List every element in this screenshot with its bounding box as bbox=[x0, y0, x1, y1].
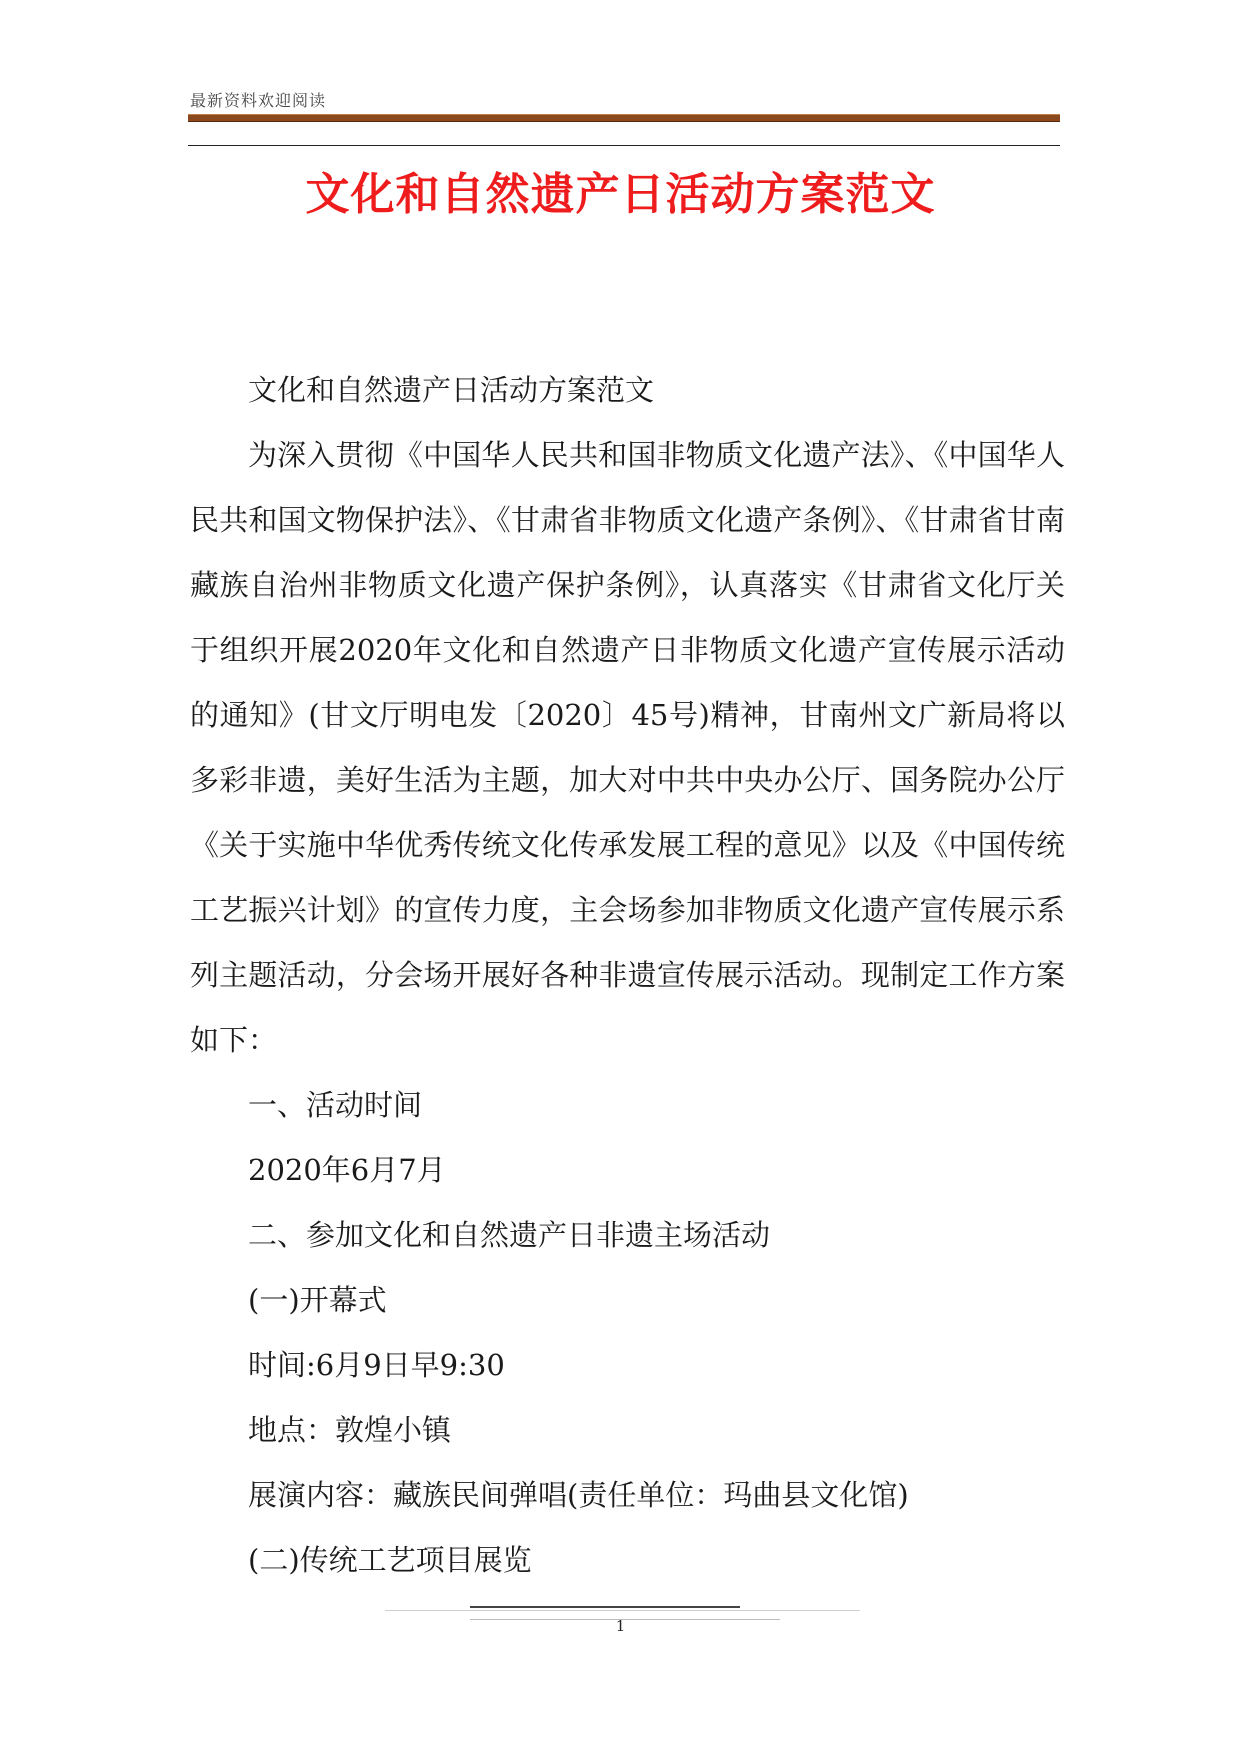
section-heading-main-event: 二、参加文化和自然遗产日非遗主场活动 bbox=[248, 1218, 771, 1252]
document-title: 文化和自然遗产日活动方案范文 bbox=[305, 169, 936, 220]
header-text: 最新资料欢迎阅读 bbox=[190, 91, 327, 110]
subheading-craft-exhibition: (二)传统工艺项目展览 bbox=[248, 1543, 532, 1577]
body-paragraph-opening-time: 时间:6月9日早9:30 bbox=[248, 1348, 505, 1382]
body-paragraph-performance: 展演内容：藏族民间弹唱(责任单位：玛曲县文化馆) bbox=[248, 1478, 909, 1512]
body-paragraph-location: 地点：敦煌小镇 bbox=[248, 1413, 452, 1447]
header-rule-thin bbox=[188, 145, 1060, 146]
body-paragraph-subtitle: 文化和自然遗产日活动方案范文 bbox=[248, 373, 655, 407]
footer-rule-dark bbox=[470, 1606, 740, 1608]
subheading-opening: (一)开幕式 bbox=[248, 1283, 387, 1317]
header-rule-thick bbox=[188, 114, 1060, 122]
body-paragraph-date: 2020年6月7月 bbox=[248, 1153, 446, 1187]
page-number: 1 bbox=[615, 1617, 626, 1635]
document-body bbox=[190, 358, 1065, 1593]
section-heading-time: 一、活动时间 bbox=[248, 1088, 423, 1122]
footer-rule-light bbox=[385, 1610, 860, 1611]
body-paragraph-intro: 为深入贯彻《中国华人民共和国非物质文化遗产法》、《中国华人民共和国文物保护法》、《甘肃省非物质文化遗产条例》、《甘肃省甘南藏族自治州非物质文化遗产保护条例》，认真落实《甘肃省文化厅关于组织开展2020年文化和自然遗产日非物质文化遗产宣传展示活动的通知》(甘文厅明电发〔2020〕45号)精神，甘南州文广新局将以多彩非遗，美好生活为主题，加大对中共中央办公厅、国务院办公厅《关于实施中华优秀传统文化传承发展工程的意见》以及《中国传统工艺振兴计划》的宣传力度，主会场参加非物质文化遗产宣传展示系列主题活动，分会场开展好各种非遗宣传展示活动。现制定工作方案如下： bbox=[190, 438, 1065, 1057]
